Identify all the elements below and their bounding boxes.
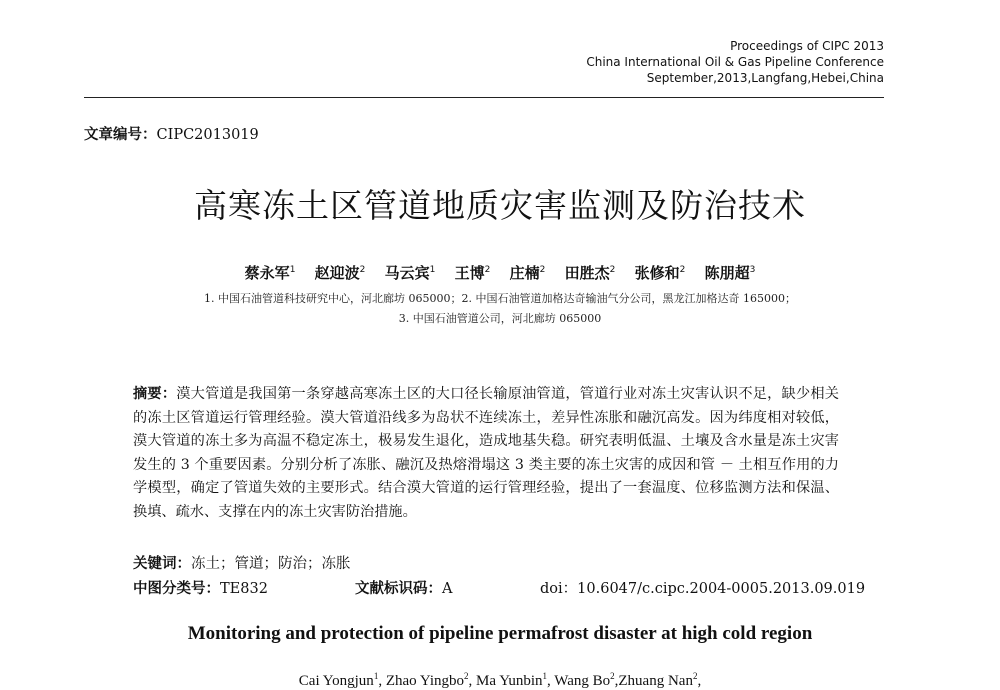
header-rule [84,97,884,98]
conference-line: China International Oil & Gas Pipeline Conference [586,55,884,69]
author: 赵迎波$^2$ [314,264,366,282]
affiliation-line: 3. 中国石油管道公司，河北廊坊 065000 [398,312,602,325]
doi-label: doi： [540,581,578,597]
clc-value: TE832 [220,581,268,597]
document-code-label: 文献标识码： [355,581,442,597]
conference-line: September,2013,Langfang,Hebei,China [646,71,884,85]
clc-number [133,577,268,598]
article-number-label: 文章编号： [84,127,157,143]
doi [540,577,865,598]
keywords [133,552,351,573]
article-number-value: CIPC2013019 [156,127,259,143]
author-en: Zhao Yingbo$^2$, [385,671,476,689]
document-code-value: A [442,581,453,597]
author: 马云宾$^1$ [384,264,436,282]
conference-header [586,38,884,86]
document-code [355,577,452,598]
abstract [133,383,839,524]
author: 王博$^2$ [454,264,491,282]
author-en: Ma Yunbin$^1$, [476,671,555,689]
article-number [84,123,259,144]
author: 陈朋超$^3$ [704,264,756,282]
author: 蔡永军$^1$ [244,264,296,282]
author: 张修和$^2$ [634,264,686,282]
author: 田胜杰$^2$ [564,264,616,282]
clc-label: 中图分类号： [133,581,220,597]
abstract-label: 摘要： [133,386,177,402]
keywords-value: 冻土；管道；防治；冻胀 [191,556,351,572]
keywords-label: 关键词： [133,556,191,572]
author-en: Wang Bo$^2$, [554,671,619,689]
paper-title-en: Monitoring and protection of pipeline permafrost disaster at high cold region [187,623,813,644]
author-list-en [0,671,1000,690]
author-en: Cai Yongjun$^1$, [298,671,386,689]
doi-value: 10.6047/c.cipc.2004-0005.2013.09.019 [577,581,866,597]
paper-title-zh: 高寒冻土区管道地质灾害监测及防治技术 [194,186,806,225]
author: 庄楠$^2$ [509,264,546,282]
author-en: Zhuang Nan$^2$, [618,671,702,689]
affiliation-line: 1. 中国石油管道科技研究中心，河北廊坊 065000；2. 中国石油管道加格达奇输油气分公司，黑龙江加格达奇 165000； [204,292,796,305]
abstract-text: 漠大管道是我国第一条穿越高寒冻土区的大口径长输原油管道，管道行业对冻土灾害认识不足，缺少相关的冻土区管道运行管理经验。漠大管道沿线多为岛状不连续冻土，差异性冻胀和融沉高发。因为纬度相对较低，漠大管道的冻土多为高温不稳定冻土，极易发生退化，造成地基失稳。研究表明低温、土壤及含水量是冻土灾害发生的 3 个重要因素。分别分析了冻胀、融沉及热熔滑塌这 3 类主要的冻土灾害的成因和管 － 土相互作用的力学模型，确定了管道失效的主要形式。结合漠大管道的运行管理经验，提出了一套温度、位移监测方法和保温、换填、疏水、支撑在内的冻土灾害防治措施。 [133,386,839,520]
author-list-zh [0,262,1000,283]
conference-line: Proceedings of CIPC 2013 [730,39,884,53]
